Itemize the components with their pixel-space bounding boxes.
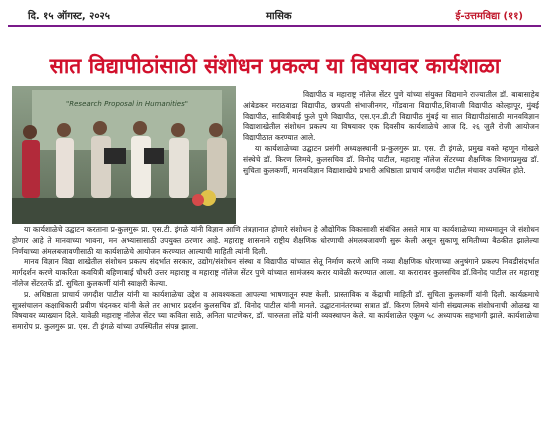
event-photo — [12, 86, 236, 224]
paragraph-5: प्र. अधिष्ठाता प्राचार्य जगदीश पाटील यांनी या कार्यशाळेचा उद्देश व आवश्यकता आपल्या भाषणातून स्पष्ट केली. प्रास्ताविक व केंद्राची माहिती डॉ. सुचिता कुलकर्णी यांनी दिली. कार्यक्रमाचे सूत्रसंचालन कक्षाधिकारी प्रवीण चंदनकर यांनी केले तर आभार प्रदर्शन कुलसचिव डॉ. विनोद पाटील यांनी मानले. उद्घाटनानंतरच्या सत्रात डॉ. किरण लिमये यांनी संख्यात्मक संशोधनाची ओळख या विषयावर व्याख्यान दिले. यावेळी महाराष्ट्र नॉलेज सेंटर च्या कविता साठे, अनिता घाटणेकर, डॉ. चारुलता लोंढे यांनी व्यवस्थापन केले. या कार्यशाळेत एकूण ५८ अध्यापक सहभागी झाले. कार्यशाळेचा समारोप प्र. कुलगुरू प्रा. एस. टी इंगळे यांच्या उपस्थितीत संपन्न झाला. — [12, 289, 539, 332]
paragraph-4: मानव विज्ञान विद्या शाखेतील संशोधन प्रकल्प संदर्भात सरकार, उद्योग/संशोधन संस्था व विद्यापीठ यांच्यात सेतू निर्माण करणे आणि नव्या शैक्षणिक धोरणाच्या अनुषंगाने प्रकल्प निवडीसंदर्भात मार्गदर्शन करणे याकरिता कवयित्री बहिणाबाई चौधरी उत्तर महाराष्ट्र व महाराष्ट्र नॉलेज सेंटर पुणे यांच्यात सामंजस्य करार यावेळी करण्यात आला. या करारावर कुलसचिव डॉ.विनोद पाटील तर महाराष्ट्र नॉलेज सेंटरतर्फे डॉ. सुचिता कुलकर्णी यांनी स्वाक्षरी केल्या. — [12, 257, 539, 288]
article-headline: सात विद्यापीठांसाठी संशोधन प्रकल्प या विषयावर कार्यशाळा — [49, 54, 501, 78]
page-number: (११) — [503, 11, 523, 22]
paragraph-2: या कार्यशाळेच्या उद्घाटन प्रसंगी अध्यक्षस्थानी प्र-कुलगुरू प्रा. एस. टी इंगळे, प्रमुख वक्ते म्हणून गोखले संस्थेचे डॉ. किरण लिमये, कुलसचिव डॉ. विनोद पाटील, महाराष्ट्र नॉलेज सेंटरच्या शैक्षणिक विभागप्रमुख डॉ. सुचिता कुलकर्णी, मानवविज्ञान विद्याशाखेचे प्रभारी अधिष्ठाता प्राचार्य जगदीश पाटील मंचावर उपस्थित होते. — [243, 143, 539, 175]
photo-banner-text: "Research Proposal in Humanities" — [66, 100, 188, 108]
article-column-right — [243, 90, 539, 176]
paragraph-3: या कार्यशाळेचे उद्घाटन करताना प्र-कुलगुरू प्रा. एस.टी. इंगळे यांनी विज्ञान आणि तंत्रज्ञानात होणारे संशोधन हे औद्योगिक विकासाशी संबंधित असते मात्र या कार्यशाळेच्या माध्यमातून जे संशोधन होणार आहे ते मानवाच्या भावना, मन अभ्यासासाठी उपयुक्त ठरणार आहे. महाराष्ट्र शासनाने राष्ट्रीय शैक्षणिक धोरणाची अंमलबजावणी सुरू केली असून सुकाणू समितीच्या बैठकीत झालेल्या निर्णयाच्या अंमलबजावणीसाठी या कार्यशाळेचे आयोजन करण्यात आल्याची माहिती त्यांनी दिली. — [12, 225, 539, 256]
publication-name: ई-उत्तमविद्या — [455, 11, 500, 22]
article-column-full — [12, 225, 539, 333]
page-header — [6, 2, 543, 26]
header-rule — [8, 25, 541, 27]
issue-date: दि. १५ ऑगस्ट, २०२५ — [28, 11, 110, 22]
publication-type: मासिक — [266, 11, 292, 22]
publication-name-and-page — [455, 8, 523, 22]
event-photo-illustration — [12, 86, 236, 224]
paragraph-1: विद्यापीठ व महाराष्ट्र नॉलेज सेंटर पुणे यांच्या संयुक्त विद्यमाने राज्यातील डॉ. बाबासाहेब आंबेडकर मराठवाडा विद्यापीठ, छत्रपती संभाजीनगर, गोंडवाना विद्यापीठ,शिवाजी विद्यापीठ कोल्हापूर, मुंबई विद्यापीठ, सावित्रीबाई फुले पुणे विद्यापीठ, एस.एन.डी.टी विद्यापीठ मुंबई या सात विद्यापीठांसाठी मानवविज्ञान विद्याशाखेतील संशोधन प्रकल्प या विषयावर एक दिवसीय कार्यशाळेचे आज दि. २६ जुलै रोजी आयोजन विद्यापीठात करण्यात आले. — [243, 90, 539, 143]
